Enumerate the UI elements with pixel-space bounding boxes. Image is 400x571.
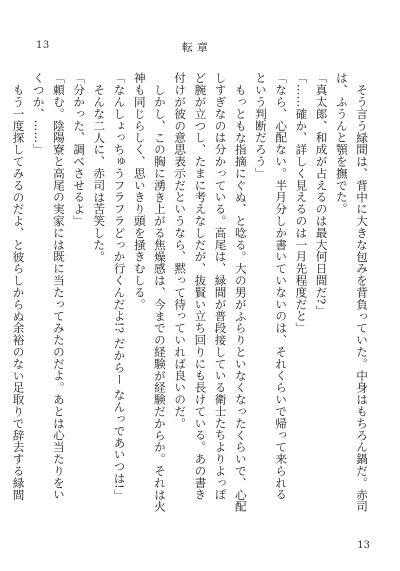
header-page-number: 13 xyxy=(36,40,50,51)
paragraph: 「真太郎、和成が占えるのは最大何日間だ?」 xyxy=(314,72,329,317)
paragraph: 「頼む。陰陽寮と高尾の実家には既に当たってみたのだよ。あとは心当たりをいくつか、……」 xyxy=(31,72,66,501)
paragraph: もっともな指摘にぐぬ、と唸る。大の男がふらりといなくなったくらいで、心配しすぎなのは分かっている。高尾は、緑間が普段接している衛士たちよりよっぽど腕が立つし、たまに考えなしだが、抜賢い立ち回りにも長けている。あの書き付けが彼の意思表示だというなら、黙って待っていれば良いのだ。 xyxy=(173,72,248,512)
chapter-title: 転章 xyxy=(182,41,212,54)
paragraph: そんな二人に、赤司は苦笑した。 xyxy=(92,83,107,263)
paragraph: 「分かった、調べさせるよ」 xyxy=(72,72,87,227)
paragraph: 「……確か、詳しく見えるのは一月先程度だと」 xyxy=(294,72,309,334)
footer-page-number: 13 xyxy=(357,540,370,551)
paragraph: しかし、この胸に湧き上がる焦燥感は、今までの経験が経験だからか。それは火神も同じらしく、思いきり頭を掻きむしる。 xyxy=(132,72,167,512)
body-text xyxy=(11,72,372,512)
paragraph: 「なんしょっちゅうフラフラどっか行くんだよ!? だからー なんっであいつは!」 xyxy=(112,72,127,502)
paragraph: 「なら、心配ない。半月分しか書いていないのは、それくらいで帰って来られるという判断だろう」 xyxy=(253,72,289,501)
paragraph: そう言う緑間は、背中に大きな包みを背負っていた。中身はもちろん鍋だ。赤司は、ふうんと顎を撫でた。 xyxy=(334,72,369,512)
paragraph: もう一度探してみるのだよ、と彼らしからぬ余裕のない足取りで辞去する緑間 xyxy=(11,83,26,501)
